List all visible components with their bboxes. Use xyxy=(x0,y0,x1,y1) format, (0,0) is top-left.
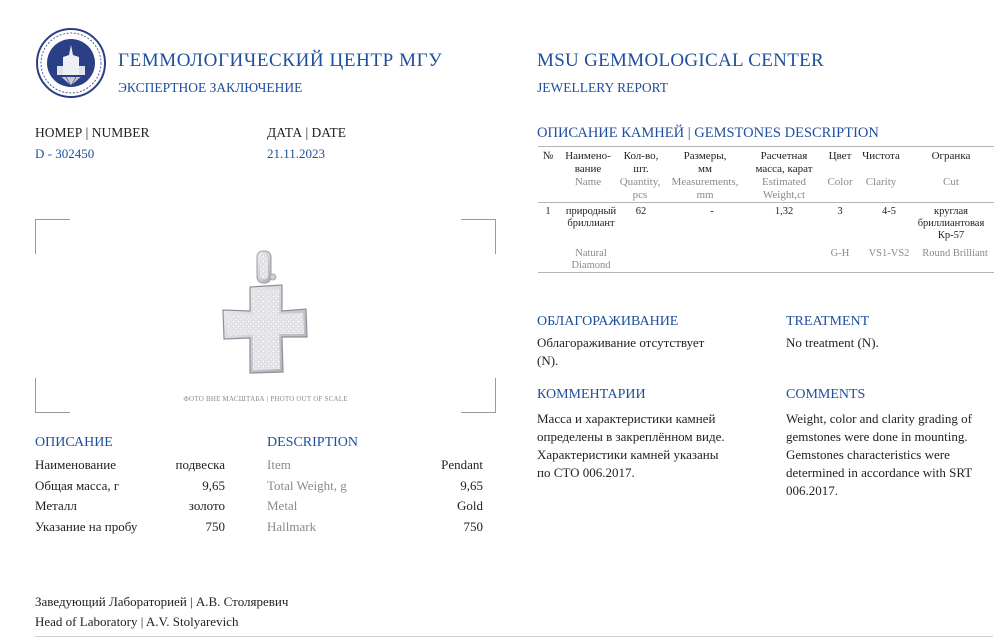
report-type-en: JEWELLERY REPORT xyxy=(537,80,669,95)
col-header-color-en: Color xyxy=(827,176,853,188)
col-header-name-en: Name xyxy=(574,176,602,188)
table-header-rule xyxy=(538,202,994,203)
cross-pendant-image xyxy=(216,249,316,375)
org-title-ru: ГЕММОЛОГИЧЕСКИЙ ЦЕНТР МГУ xyxy=(118,50,443,71)
report-number-value: D - 302450 xyxy=(35,146,95,161)
col-header-color-ru: Цвет xyxy=(828,150,852,162)
item-label-ru: Наименование xyxy=(35,457,116,472)
description-heading-en: DESCRIPTION xyxy=(267,435,359,450)
col-header-weight-en: Estimated Weight,ct xyxy=(762,176,806,201)
cell-qty: 62 xyxy=(635,206,647,217)
cell-weight: 1,32 xyxy=(774,206,794,217)
cell-cut-ru: круглая бриллиантовая Кр-57 xyxy=(917,206,985,241)
item-label-en: Item xyxy=(267,457,291,472)
cell-size: - xyxy=(710,206,714,217)
comments-text-ru: Масса и характеристики камней определены в закреплённом виде. Характеристики камней указаны по СТО 006.2017. xyxy=(537,411,725,480)
weight-label-ru: Общая масса, г xyxy=(35,478,120,493)
comments-heading-ru: КОММЕНТАРИИ xyxy=(537,387,646,402)
col-header-no: № xyxy=(542,150,554,162)
treatment-heading-en: TREATMENT xyxy=(786,314,870,329)
metal-label-ru: Металл xyxy=(35,498,77,513)
gemstones-title: ОПИСАНИЕ КАМНЕЙ | GEMSTONES DESCRIPTION xyxy=(537,125,879,141)
cell-color-en: G-H xyxy=(830,248,850,259)
weight-value-ru: 9,65 xyxy=(202,478,225,493)
treatment-text-ru: Облагораживание отсутствует (N). xyxy=(537,335,705,368)
metal-value-en: Gold xyxy=(457,498,483,513)
cell-name-en: Natural Diamond xyxy=(571,248,611,271)
col-header-size-ru: Размеры, мм xyxy=(683,150,727,175)
cell-color: 3 xyxy=(837,206,843,217)
cell-clarity-en: VS1-VS2 xyxy=(868,248,910,259)
hallmark-label-ru: Указание на пробу xyxy=(35,519,138,534)
signatory-line-en: Head of Laboratory | A.V. Stolyarevich xyxy=(35,614,239,629)
org-title-en: MSU GEMMOLOGICAL CENTER xyxy=(537,50,824,71)
msu-emblem-logo-icon xyxy=(36,28,106,98)
photo-frame xyxy=(35,219,496,413)
col-header-size-en: Measurements, mm xyxy=(671,176,739,201)
report-date-label: ДАТА | DATE xyxy=(267,125,347,140)
treatment-text-en: No treatment (N). xyxy=(786,335,879,350)
metal-value-ru: золото xyxy=(188,498,225,513)
col-header-cut-en: Cut xyxy=(943,176,959,188)
report-date-value: 21.11.2023 xyxy=(267,146,326,161)
cell-cut-en: Round Brilliant xyxy=(922,248,988,259)
cell-name-ru: природный бриллиант xyxy=(565,206,617,229)
report-number-label: НОМЕР | NUMBER xyxy=(35,125,150,140)
cell-no: 1 xyxy=(545,206,551,217)
item-value-en: Pendant xyxy=(441,457,483,472)
col-header-cut-ru: Огранка xyxy=(931,150,971,162)
comments-text-en: Weight, color and clarity grading of gemstones were done in mounting. Gemstones characteristics were determined in accordance with SRT 006.2017. xyxy=(786,411,973,498)
hallmark-value-ru: 750 xyxy=(205,519,225,534)
comments-heading-en: COMMENTS xyxy=(786,387,866,402)
hallmark-value-en: 750 xyxy=(463,519,483,534)
photo-caption: ФОТО ВНЕ МАСШТАБА | PHOTO OUT OF SCALE xyxy=(183,395,348,403)
description-heading-ru: ОПИСАНИЕ xyxy=(35,435,113,450)
treatment-heading-ru: ОБЛАГОРАЖИВАНИЕ xyxy=(537,314,679,329)
frame-corner xyxy=(35,219,70,254)
col-header-qty-en: Quantity, pcs xyxy=(619,176,661,201)
table-top-rule xyxy=(538,146,994,147)
hallmark-label-en: Hallmark xyxy=(267,519,317,534)
col-header-weight-ru: Расчетная масса, карат xyxy=(755,150,813,175)
weight-value-en: 9,65 xyxy=(460,478,483,493)
signatory-line-ru: Заведующий Лабораторией | А.В. Столяревич xyxy=(35,594,289,609)
report-type-ru: ЭКСПЕРТНОЕ ЗАКЛЮЧЕНИЕ xyxy=(118,80,303,95)
cell-clarity: 4-5 xyxy=(882,206,896,217)
item-value-ru: подвеска xyxy=(175,457,225,472)
col-header-clarity-ru: Чистота xyxy=(862,150,900,162)
footer-rule xyxy=(35,636,993,637)
col-header-qty-ru: Кол-во, шт. xyxy=(623,150,659,175)
col-header-clarity-en: Clarity xyxy=(865,176,897,188)
metal-label-en: Metal xyxy=(267,498,298,513)
weight-label-en: Total Weight, g xyxy=(267,478,347,493)
table-bottom-rule xyxy=(538,272,994,273)
frame-corner xyxy=(461,219,496,254)
col-header-name-ru: Наимено- вание xyxy=(565,150,611,175)
